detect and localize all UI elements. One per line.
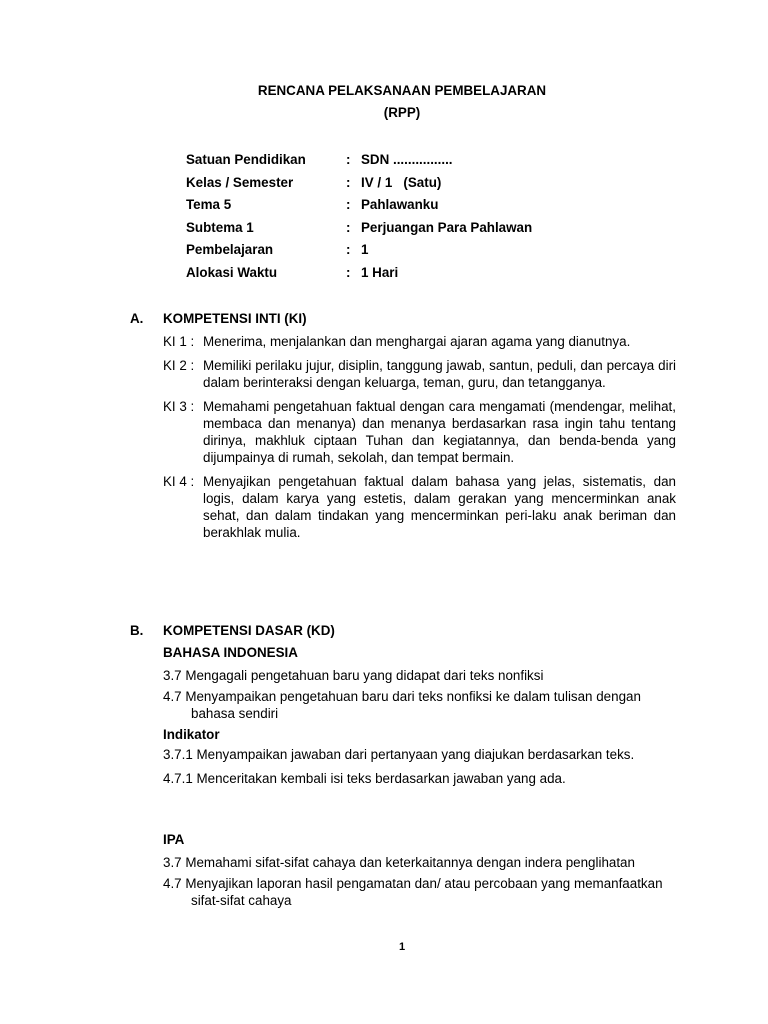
- info-colon: :: [346, 197, 351, 213]
- info-label: Pembelajaran: [186, 242, 274, 258]
- indikator-heading: Indikator: [163, 727, 220, 742]
- page-number: 1: [398, 941, 406, 953]
- info-label: Alokasi Waktu: [186, 264, 278, 280]
- info-value: IV / 1 (Satu): [361, 174, 442, 190]
- document-subtitle: (RPP): [383, 105, 421, 120]
- info-value: 1: [361, 242, 369, 258]
- info-colon: :: [346, 152, 351, 167]
- kd-bahasa-indonesia: [163, 644, 676, 787]
- info-value: Pahlawanku: [361, 197, 439, 213]
- ki-item: [163, 473, 676, 541]
- info-label: Satuan Pendidikan: [186, 152, 306, 167]
- info-row: [186, 241, 532, 264]
- info-row: [186, 264, 532, 287]
- kd-ipa: [163, 831, 676, 909]
- info-colon: :: [346, 174, 351, 190]
- section-letter: A.: [130, 311, 144, 326]
- info-value: SDN ................: [361, 152, 453, 167]
- section-b-heading: [130, 622, 335, 639]
- info-label: Subtema 1: [186, 219, 254, 235]
- section-a-heading: [130, 310, 307, 327]
- ki-number: KI 1 :: [163, 334, 195, 349]
- ki-number: KI 2 :: [163, 358, 195, 373]
- info-colon: :: [346, 242, 351, 258]
- kd-item: 4.7 Menyampaikan pengetahuan baru dari teks nonfiksi ke dalam tulisan dengan bahasa sendiri: [163, 689, 641, 721]
- kd-item: 3.7 Memahami sifat-sifat cahaya dan keterkaitannya dengan indera penglihatan: [163, 855, 635, 870]
- ki-item: [163, 357, 676, 391]
- info-table: [186, 151, 532, 287]
- ki-list: [163, 333, 676, 548]
- subject-heading: IPA: [163, 832, 185, 847]
- info-value: Perjuangan Para Pahlawan: [361, 219, 533, 235]
- ki-item: [163, 333, 676, 350]
- info-row: [186, 174, 532, 197]
- indikator-item: 3.7.1 Menyampaikan jawaban dari pertanyaan yang diajukan berdasarkan teks.: [163, 747, 635, 762]
- ki-text: Memiliki perilaku jujur, disiplin, tanggung jawab, santun, peduli, dan percaya diri dalam berinteraksi dengan keluarga, teman, guru, dan tetangganya.: [203, 358, 676, 390]
- section-letter: B.: [130, 623, 144, 638]
- kd-item: 3.7 Mengagali pengetahuan baru yang didapat dari teks nonfiksi: [163, 668, 544, 683]
- ki-text: Menyajikan pengetahuan faktual dalam bahasa yang jelas, sistematis, dan logis, dalam karya yang estetis, dalam gerakan yang mencerminkan anak sehat, dan dalam tindakan yang mencerminkan peri-laku anak beriman dan berakhlak mulia.: [203, 474, 676, 540]
- indikator-item: 4.7.1 Menceritakan kembali isi teks berdasarkan jawaban yang ada.: [163, 771, 566, 786]
- info-value: 1 Hari: [361, 264, 399, 280]
- ki-number: KI 4 :: [163, 474, 195, 489]
- info-label: Tema 5: [186, 197, 232, 213]
- section-title: KOMPETENSI DASAR (KD): [163, 623, 335, 638]
- section-title: KOMPETENSI INTI (KI): [163, 311, 307, 326]
- info-colon: :: [346, 264, 351, 280]
- info-row: [186, 219, 532, 242]
- document-title: RENCANA PELAKSANAAN PEMBELAJARAN: [257, 83, 547, 98]
- info-row: [186, 151, 532, 174]
- info-colon: :: [346, 219, 351, 235]
- info-label: Kelas / Semester: [186, 174, 294, 190]
- info-row: [186, 196, 532, 219]
- ki-text: Memahami pengetahuan faktual dengan cara mengamati (mendengar, melihat, membaca dan menanya) dan menanya berdasarkan rasa ingin tahu tentang dirinya, makhluk ciptaan Tuhan dan kegiatannya, dan benda-benda yang dijumpainya di rumah, sekolah, dan tempat bermain.: [203, 399, 676, 465]
- subject-heading: BAHASA INDONESIA: [163, 645, 298, 660]
- kd-item: 4.7 Menyajikan laporan hasil pengamatan dan/ atau percobaan yang memanfaatkan sifat-sifat cahaya: [163, 876, 663, 908]
- ki-text: Menerima, menjalankan dan menghargai ajaran agama yang dianutnya.: [203, 334, 631, 349]
- ki-number: KI 3 :: [163, 399, 195, 414]
- ki-item: [163, 398, 676, 466]
